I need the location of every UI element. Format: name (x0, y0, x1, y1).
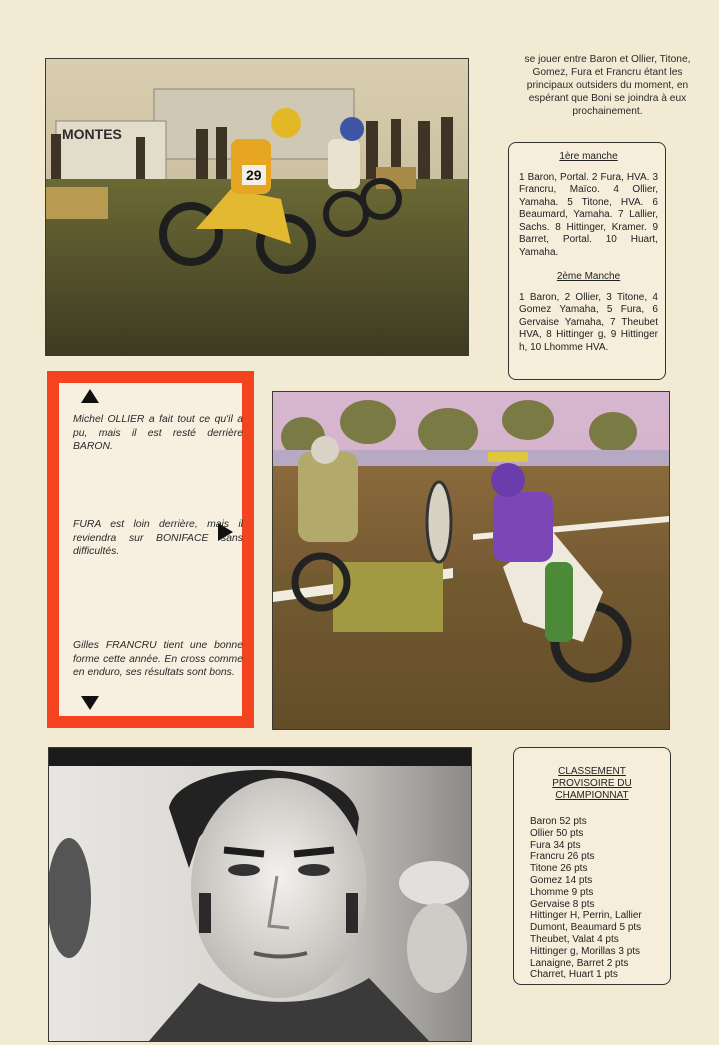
truck-sign-text: MONTES (62, 126, 122, 142)
standings-entry: Theubet, Valat 4 pts (530, 933, 619, 945)
photo-motocross-purple-riders (272, 391, 670, 730)
caption-ollier: Michel OLLIER a fait tout ce qu'il a pu, mais il est resté derrière BARON. (73, 414, 243, 452)
standings-entry: Francru 26 pts (530, 851, 595, 863)
photo-rider-portrait (48, 747, 472, 1042)
standings-entry: Baron 52 pts (530, 816, 587, 827)
caption-fura: FURA est loin derrière, mais il reviendra sur BONIFACE sans difficultés. (73, 519, 243, 557)
standings-entry: Ollier 50 pts (530, 827, 584, 839)
race-results-box (508, 142, 666, 380)
arrow-down-icon (81, 696, 99, 710)
standings-entry: Gervaise 8 pts (530, 898, 595, 910)
standings-entry: Lhomme 9 pts (530, 886, 594, 898)
standings-entry: Hittinger H, Perrin, Lallier (530, 910, 642, 922)
standings-entry: Hittinger g, Morillas 3 pts (530, 945, 641, 957)
standings-entry: Lanaigne, Barret 2 pts (530, 957, 629, 969)
standings-entry: Charret, Huart 1 pts (530, 969, 618, 981)
arrow-right-icon (218, 523, 233, 541)
standings-entry: Dumont, Beaumard 5 pts (530, 922, 642, 934)
manche-1-title: 1ère manche (559, 151, 618, 162)
standings-entry: Gomez 14 pts (530, 874, 593, 886)
manche-2-results: 1 Baron, 2 Ollier, 3 Titone, 4 Gomez Yamaha, 5 Fura, 6 Gervaise Yamaha, 7 Theubet HVA, 8 Hittinger g, 9 Hittinger h, 10 Lhomme HVA. (519, 291, 658, 353)
standings-entry: Fura 34 pts (530, 839, 581, 851)
manche-1-results: 1 Baron, Portal. 2 Fura, HVA. 3 Francru, Maïco. 4 Ollier, Yamaha. 5 Titone, HVA. 6 Beaumard, Yamaha. 7 Lallier, Sachs. 8 Hittinger, Kramer. 9 Barret, Portal. 10 Huart, Yamaha. (519, 171, 658, 258)
caption-frame (47, 371, 254, 728)
caption-francru: Gilles FRANCRU tient une bonne forme cette année. En cross comme en enduro, ses résultats sont bons. (73, 640, 243, 678)
standings-list (530, 816, 664, 981)
photo-motocross-yellow-rider (45, 58, 469, 356)
standings-entry: Titone 26 pts (530, 863, 588, 875)
standings-title-line-1: CLASSEMENT (558, 766, 626, 777)
arrow-up-icon (81, 389, 99, 403)
standings-title-line-2: PROVISOIRE DU (552, 778, 632, 789)
intro-paragraph: se jouer entre Baron et Ollier, Titone, Gomez, Fura et Francru étant les principaux outsiders du moment, en espérant que Boni se joindra à eux prochainement. (524, 54, 691, 117)
standings-title (520, 766, 664, 802)
bike-number-plate: 29 (246, 167, 262, 183)
caption-panel (59, 383, 242, 716)
standings-title-line-3: CHAMPIONNAT (555, 790, 629, 801)
manche-2-title: 2ème Manche (556, 271, 621, 282)
championship-standings-box (513, 747, 671, 985)
